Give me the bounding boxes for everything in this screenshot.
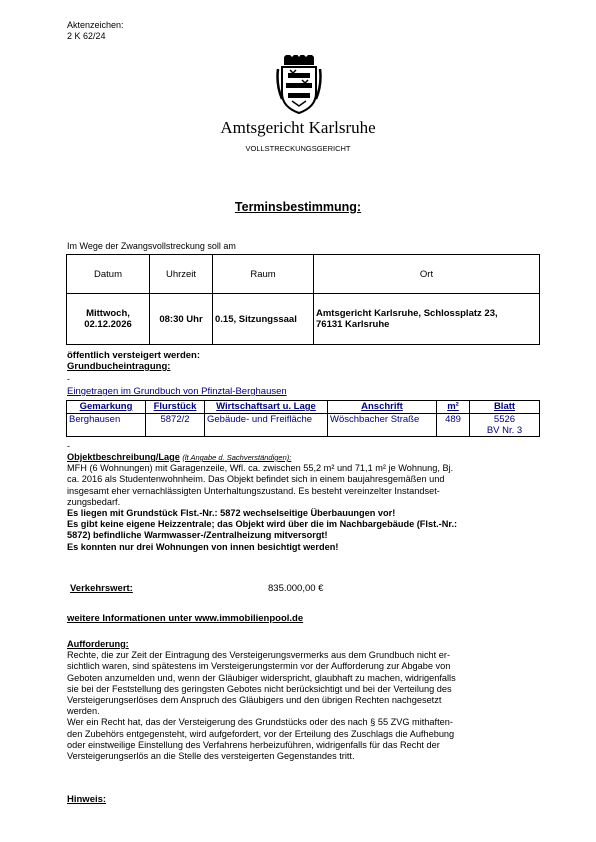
objekt-heading-line <box>67 452 537 463</box>
objekt-line: MFH (6 Wohnungen) mit Garagenzeile, Wfl. ca. zwischen 55,2 m² und 71,1 m² je Wohnung, Bj. <box>67 463 454 474</box>
intro-text: Im Wege der Zwangsvollstreckung soll am <box>67 241 236 251</box>
termin-ort-line1: Amtsgericht Karlsruhe, Schlossplatz 23, <box>316 308 498 319</box>
aufforderung-line: werden. <box>67 706 100 717</box>
grundbuch-dash: - <box>67 374 70 384</box>
termin-weekday: Mittwoch, <box>86 308 130 319</box>
objekt-line: zungsbedarf. <box>67 496 121 507</box>
aufforderung-line: Rechte, die zur Zeit der Eintragung des Versteigerungsvermerks aus dem Grundbuch nicht er- <box>67 650 451 661</box>
termin-date: 02.12.2026 <box>84 319 132 330</box>
aufforderung-heading: Aufforderung: <box>67 639 129 649</box>
cell-blatt-line2: BV Nr. 3 <box>486 425 523 436</box>
cell-wirtschaftsart: Gebäude- und Freifläche <box>205 414 328 437</box>
versteigert-text: öffentlich versteigert werden: <box>67 350 201 361</box>
verkehrswert-value: 835.000,00 € <box>268 583 324 594</box>
header-wirtschaftsart: Wirtschaftsart u. Lage <box>205 401 328 414</box>
grundbuch-table <box>66 400 540 437</box>
header-gemarkung: Gemarkung <box>67 401 146 414</box>
header-raum: Raum <box>213 255 314 294</box>
grundbuch-dash2: - <box>67 441 70 451</box>
objekt-line: insgesamt eher vernachlässigten Unterhaltungszustand. Es besteht vereinzelter Instandset- <box>67 485 440 496</box>
objekt-warning: Es gibt keine eigene Heizzentrale; das Objekt wird über die im Nachbargebäude (Flst.-Nr.: <box>67 519 458 530</box>
aufforderung-line: Versteigerungserlös an die Stelle des versteigerten Gegenstandes tritt. <box>67 751 355 762</box>
objekt-warning: Es konnten nur drei Wohnungen von innen besichtigt werden! <box>67 541 339 552</box>
hinweis-heading: Hinweis: <box>67 794 107 805</box>
termin-row <box>67 294 540 345</box>
aufforderung-section <box>67 639 537 762</box>
grundbuch-header-row <box>67 401 540 414</box>
aufforderung-line: Wer ein Recht hat, das der Versteigerung des Grundstücks oder des nach § 55 ZVG mithaften- <box>67 717 453 728</box>
aktenzeichen <box>67 20 124 42</box>
document-title: Terminsbestimmung: <box>234 200 362 214</box>
cell-qm: 489 <box>437 414 470 437</box>
termin-uhrzeit: 08:30 Uhr <box>150 294 213 345</box>
court-name: Amtsgericht Karlsruhe <box>220 118 376 137</box>
header-uhrzeit: Uhrzeit <box>150 255 213 294</box>
coat-of-arms-icon <box>276 55 322 115</box>
objekt-section <box>67 452 537 553</box>
header-ort: Ort <box>314 255 540 294</box>
grundbuch-row <box>67 414 540 437</box>
objekt-note: (lt Angabe d. Sachverständigen): <box>182 453 292 462</box>
header-anschrift: Anschrift <box>328 401 437 414</box>
objekt-heading: Objektbeschreibung/Lage <box>67 452 180 462</box>
objekt-warning: 5872) befindliche Warmwasser-/Zentralheizung mitversorgt! <box>67 530 328 541</box>
grundbuch-heading: Grundbucheintragung: <box>67 361 171 372</box>
aufforderung-line: den Zubehörs entgegensteht, wird aufgefordert, vor der Erteilung des Zuschlags die Aufhebung <box>67 728 455 739</box>
verkehrswert-label: Verkehrswert: <box>70 583 133 594</box>
termin-raum: 0.15, Sitzungssaal <box>213 294 314 345</box>
cell-gemarkung: Berghausen <box>67 414 146 437</box>
objekt-warning: Es liegen mit Grundstück Flst.-Nr.: 5872 wechselseitige Überbauungen vor! <box>67 508 396 519</box>
termin-header-row <box>67 255 540 294</box>
aufforderung-line: sichtlich waren, sind spätestens im Versteigerungstermin vor der Aufforderung zur Abgabe von <box>67 661 451 672</box>
grundbuch-eingetragen: Eingetragen im Grundbuch von Pfinztal-Berghausen <box>67 386 287 397</box>
header-qm: m² <box>437 401 470 414</box>
cell-blatt <box>470 414 540 437</box>
header-blatt: Blatt <box>470 401 540 414</box>
objekt-line: ca. 2016 als Studentenwohnheim. Das Objekt befindet sich in einem baujahresgemäßen und <box>67 474 445 485</box>
aufforderung-line: oder einstweilige Einstellung des Verfahrens herbeizuführen, widrigenfalls für das Recht der <box>67 739 440 750</box>
termin-ort <box>314 294 540 345</box>
header-flurstueck: Flurstück <box>146 401 205 414</box>
termin-table <box>66 254 540 345</box>
cell-anschrift: Wöschbacher Straße <box>328 414 437 437</box>
aufforderung-line: sie bei der Feststellung des geringsten Gebotes nicht berücksichtigt und bei der Verteilung des <box>67 683 452 694</box>
termin-ort-line2: 76131 Karlsruhe <box>316 319 390 330</box>
cell-flurstueck: 5872/2 <box>146 414 205 437</box>
header-datum: Datum <box>67 255 150 294</box>
cell-blatt-line1: 5526 <box>493 414 516 425</box>
aufforderung-line: Geboten anzumelden und, wenn der Gläubiger widerspricht, glaubhaft zu machen, widrigenfalls <box>67 672 456 683</box>
aktenzeichen-value: 2 K 62/24 <box>67 31 106 41</box>
weitere-info-link[interactable]: weitere Informationen unter www.immobilienpool.de <box>67 613 304 624</box>
court-department: VOLLSTRECKUNGSGERICHT <box>245 144 351 153</box>
aufforderung-line: Versteigerungserlöses dem Anspruch des Gläubigers und den übrigen Rechten nachgesetzt <box>67 695 442 706</box>
termin-datum <box>67 294 150 345</box>
aktenzeichen-label: Aktenzeichen: <box>67 20 124 30</box>
